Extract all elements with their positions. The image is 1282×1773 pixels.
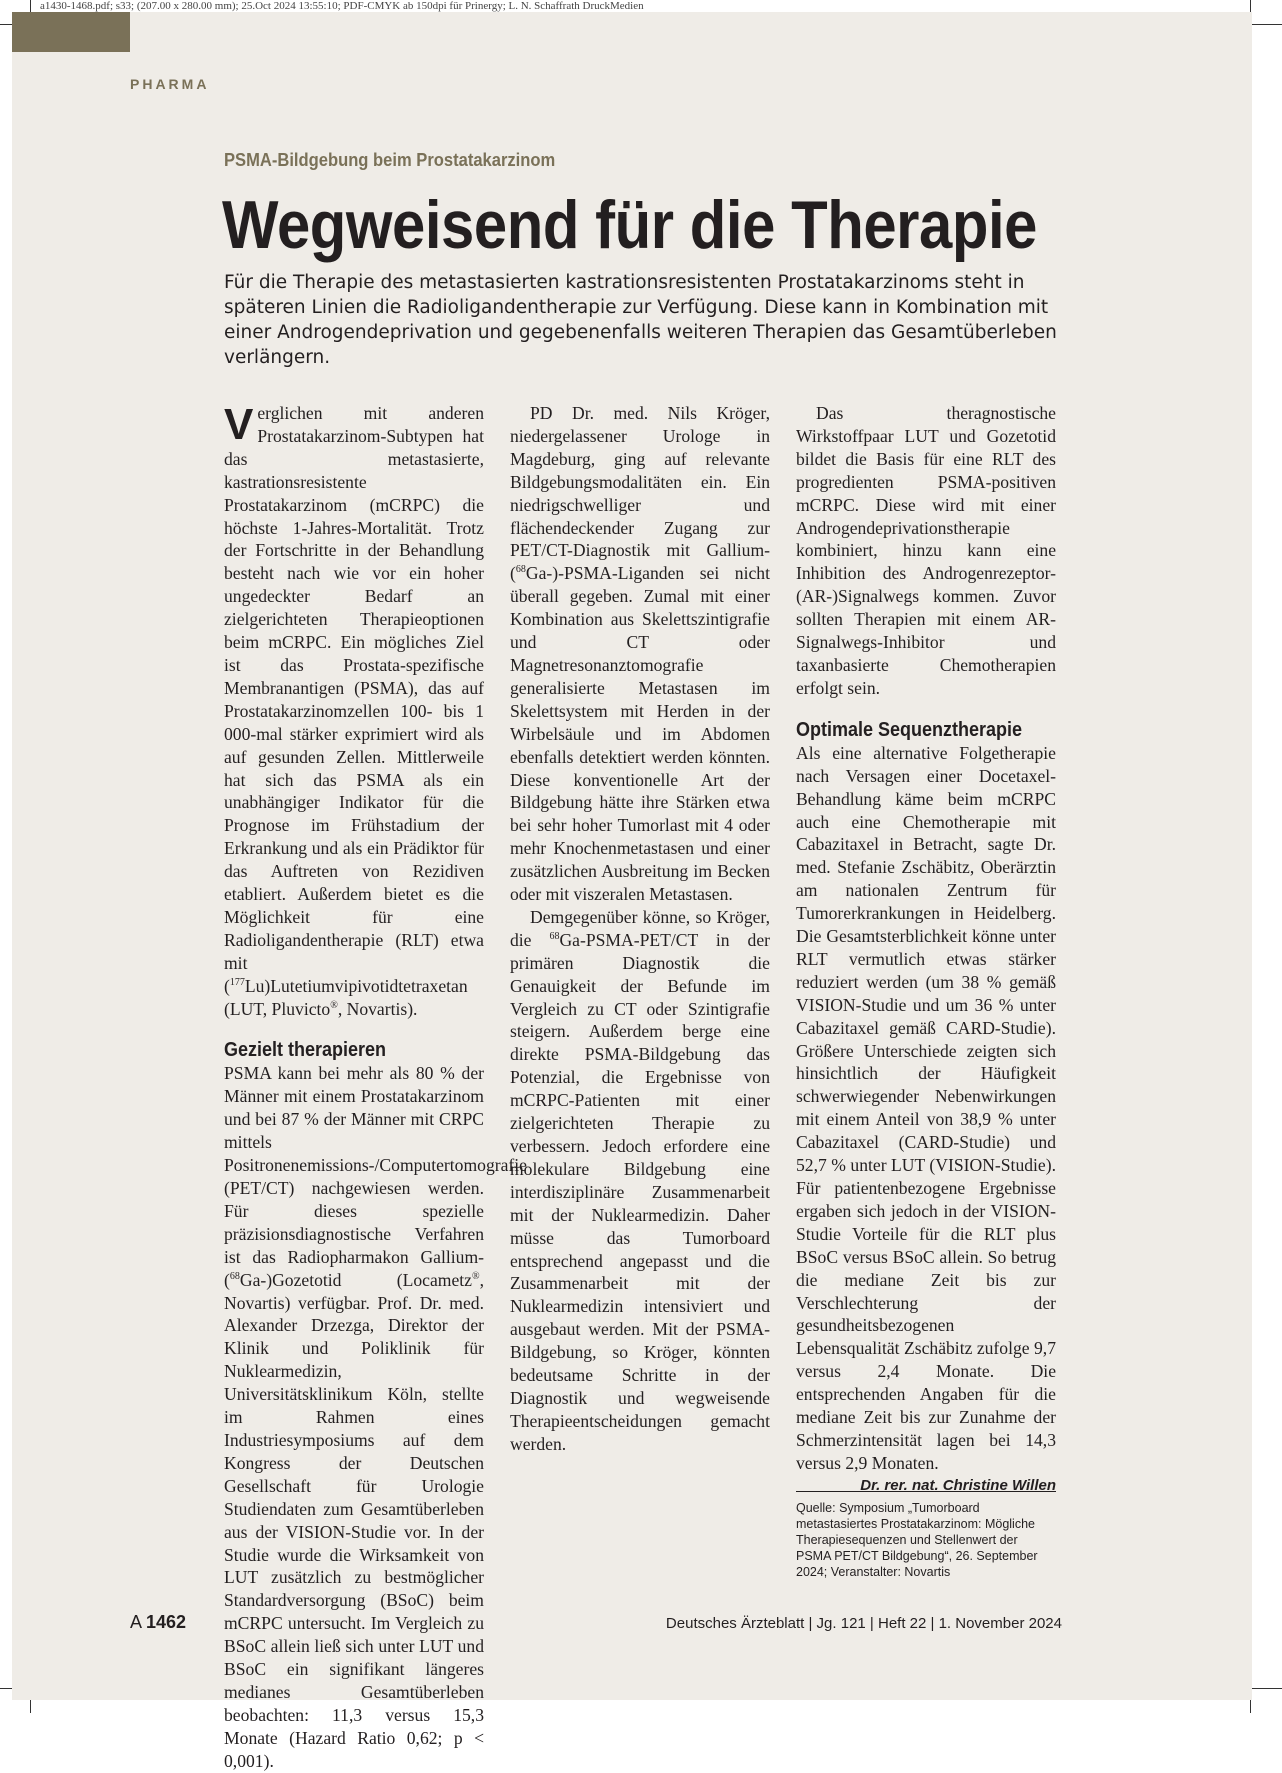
crop-mark — [0, 1688, 12, 1689]
paragraph-psma: PSMA kann bei mehr als 80 % der Männer mit einem Prostatakarzinom und bei 87 % der Männer mit CRPC mittels Positronenemissions-/Computertomografie (PET/CT) nachgewiesen werden. Für dieses spezielle präzisionsdiagnostische Verfahren ist das Radiopharmakon Gallium-($^{68}$Ga-)Gozetotid (Locametz®, Novartis) verfügbar. Prof. Dr. med. Alexander Drzezga, Direktor der Klinik und Poliklinik für Nuklearmedizin, Universitätsklinikum Köln, stellte im Rahmen eines Industriesymposiums auf dem Kongress der Deutschen Gesellschaft für Urologie Studiendaten zum Gesamtüberleben aus der VISION-Studie vor. In der Studie wurde die Wirksamkeit von LUT zusätzlich zu bestmöglicher Standardversorgung (BSoC) beim mCRPC untersucht. Im Vergleich zu BSoC allein ließ sich unter LUT und BSoC ein signifikant längeres medianes Gesamtüberleben beobachten: 11,3 versus 15,3 Monate (Hazard Ratio 0,62; p < 0,001). — [224, 1063, 527, 1771]
crop-mark — [1250, 1700, 1251, 1713]
page — [12, 12, 1252, 1771]
subheading-sequenztherapie: Optimale Sequenztherapie — [796, 718, 1023, 741]
author: Dr. rer. nat. Christine Willen — [860, 1476, 1056, 1494]
dropcap: V — [224, 400, 254, 449]
paragraph-sequenz: Als eine alternative Folgetherapie nach Versagen einer Docetaxel-Behandlung käme beim mCRPC auch eine Chemotherapie mit Cabazitaxel in Betracht, sagte Dr. med. Stefanie Zschäbitz, Oberärztin am nationalen Zentrum für Tumorerkrankungen in Heidelberg. Die Gesamtsterblichkeit könne unter RLT vermutlich etwas stärker reduziert werden (um 38 % gemäß VISION-Studie und um 36 % unter Cabazitaxel gemäß CARD-Studie). Größere Unterschiede zeigten sich hinsichtlich der Häufigkeit schwerwiegender Nebenwirkungen mit einem Anteil von 38,9 % unter Cabazitaxel (CARD-Studie) und 52,7 % unter LUT (VISION-Studie). Für patientenbezogene Ergebnisse ergaben sich jedoch in der VISION-Studie Vorteile für die RLT plus BSoC versus BSoC allein. So betrug die mediane Zeit bis zur Verschlechterung der gesundheitsbezogenen Lebensqualität Zschäbitz zufolge 9,7 versus 2,4 Monate. Die entsprechenden Angaben für die mediane Zeit bis zur Zunahme der Schmerzintensität lagen bei 14,3 versus 2,9 Monaten. Dr. rer. nat. Christine Willen — [796, 742, 1056, 1475]
crop-mark — [1250, 0, 1251, 12]
crop-mark — [0, 24, 12, 25]
print-header: a1430-1468.pdf; s33; (207.00 x 280.00 mm); 25.Oct 2024 13:55:10; PDF-CMYK ab 150dpi für Prinergy; L. N. Schaffrath DruckMedien — [40, 0, 644, 12]
paragraph-kroeger: PD Dr. med. Nils Kröger, niedergelassener Urologe in Magdeburg, ging auf relevante Bildgebungsmodalitäten ein. Ein niedrigschwelliger und flächendeckender Zugang zur PET/CT-Diagnostik mit Gallium-($^{68}$Ga-)-PSMA-Liganden sei nicht überall gegeben. Zumal mit einer Kombination aus Skelettszintigrafie und CT oder Magnetresonanztomografie generalisierte Metastasen im Skelettsystem mit Herden in der Wirbelsäule und im Abdomen ebenfalls detektiert werden könnten. Diese konventionelle Art der Bildgebung hätte ihre Stärken etwa bei sehr hoher Tumorlast mit 4 oder mehr Knochenmetastasen und einer zusätzlichen Ausbreitung im Becken oder mit viszeralen Metastasen. — [510, 403, 770, 905]
paragraph-theragnostik: Das theragnostische Wirkstoffpaar LUT und Gozetotid bildet die Basis für eine RLT des progredienten PSMA-positiven mCRPC. Diese wird mit einer Androgendeprivationstherapie kombiniert, hinzu kann eine Inhibition des Androgenrezeptor-(AR-)Signalwegs kommen. Zuvor sollten Therapien mit einem AR-Signalwegs-Inhibitor und taxanbasierte Chemotherapien erfolgt sein. — [796, 403, 1056, 698]
subheading-gezielt: Gezielt therapieren — [224, 1039, 387, 1062]
crop-mark — [30, 0, 31, 12]
headline: Wegweisend für die Therapie — [222, 187, 1037, 263]
article-column-1 — [224, 400, 527, 1773]
paragraph-intro: Verglichen mit anderen Prostatakarzinom-Subtypen hat das metastasierte, kastrationsresistente Prostatakarzinom (mCRPC) die höchste 1-Jahres-Mortalität. Trotz der Fortschritte in der Behandlung besteht nach wie vor ein hoher ungedeckter Bedarf an zielgerichteten Therapieoptionen beim mCRPC. Ein mögliches Ziel ist das Prostata-spezifische Membranantigen (PSMA), das auf Prostatakarzinomzellen 100- bis 1 000-mal stärker exprimiert wird als auf gesunden Zellen. Mittlerweile hat sich das PSMA als ein unabhängiger Indikator für die Prognose im Frühstadium der Erkrankung und als ein Prädiktor für das Auftreten von Rezidiven etabliert. Außerdem bietet es die Möglichkeit für eine Radioligandentherapie (RLT) etwa mit ($^{177}$Lu)Lutetiumvipivotidtetraxetan (LUT, Pluvicto®, Novartis). — [224, 400, 484, 1019]
crop-mark — [1252, 24, 1282, 25]
brand-bar — [12, 12, 130, 52]
article-column-2 — [510, 402, 770, 1456]
crop-mark — [30, 1700, 31, 1713]
section-label: PHARMA — [130, 76, 210, 92]
page-number: A 1462 — [130, 1612, 187, 1632]
crop-mark — [1252, 1688, 1282, 1689]
source-note: Quelle: Symposium „Tumorboard metastasiertes Prostatakarzinom: Mögliche Therapiesequenzen und Stellenwert der PSMA PET/CT Bildgebung“, 26. September 2024; Veranstalter: Novartis — [796, 1491, 1056, 1580]
article-column-3 — [796, 402, 1056, 1580]
journal-info: Deutsches Ärzteblatt | Jg. 121 | Heft 22 | 1. November 2024 — [665, 1615, 1062, 1632]
lead-paragraph: Für die Therapie des metastasierten kastrationsresistenten Prostatakarzinoms steht in späteren Linien die Radioligandentherapie zur Verfügung. Diese kann in Kombination mit einer Androgendeprivation und gegebenenfalls weiteren Therapien das Gesamtüberleben verlängern. — [224, 272, 1057, 368]
kicker: PSMA-Bildgebung beim Prostatakarzinom — [224, 150, 556, 170]
paragraph-demgegenueber: Demgegenüber könne, so Kröger, die $^{68}$Ga-PSMA-PET/CT in der primären Diagnostik die Genauigkeit der Befunde im Vergleich zu CT oder Szintigrafie steigern. Außerdem berge eine direkte PSMA-Bildgebung das Potenzial, die Ergebnisse von mCRPC-Patienten mit einer zielgerichteten Therapie zu verbessern. Jedoch erfordere eine molekulare Bildgebung eine interdisziplinäre Zusammenarbeit mit der Nuklearmedizin. Daher müsse das Tumorboard entsprechend angepasst und die Zusammenarbeit mit der Nuklearmedizin intensiviert und ausgebaut werden. Mit der PSMA-Bildgebung, so Kröger, könnten bedeutsame Schritte in der Diagnostik und wegweisende Therapieentscheidungen gemacht werden. — [510, 906, 770, 1454]
